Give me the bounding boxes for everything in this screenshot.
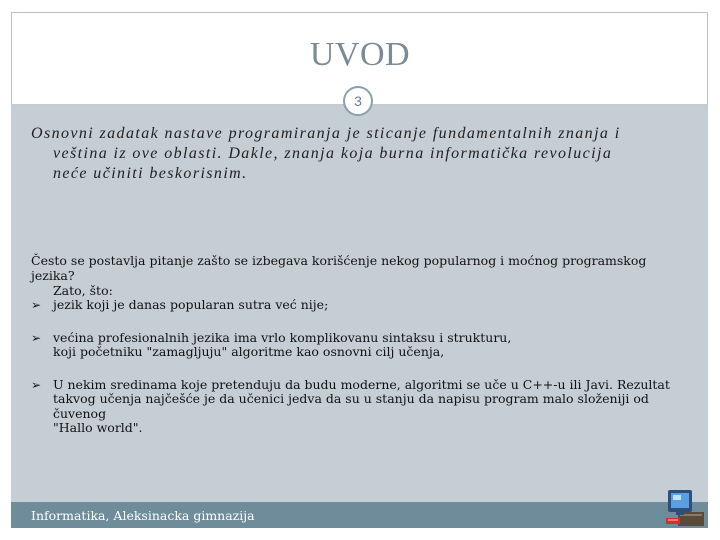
slide-title: UVOD xyxy=(309,36,411,73)
arrow-bullet-icon: ➢ xyxy=(31,330,42,345)
bullet-item xyxy=(31,298,691,313)
question-line: Zato, što: xyxy=(53,283,113,298)
slide-number-badge: 3 xyxy=(343,86,373,116)
bullet-line: većina profesionalnih jezika ima vrlo komplikovanu sintaksu i strukturu, xyxy=(53,329,512,345)
footer-text: Informatika, Aleksinacka gimnazija xyxy=(31,508,255,523)
computer-icon xyxy=(664,488,708,528)
arrow-bullet-icon: ➢ xyxy=(31,377,42,392)
bullet-line: "Hallo world". xyxy=(53,420,143,435)
arrow-bullet-icon: ➢ xyxy=(31,298,42,312)
bullet-item xyxy=(31,378,691,436)
question-line: Često se postavlja pitanje zašto se izbegava korišćenje nekog popularnog i moćnog programskog jezika? xyxy=(31,253,647,283)
bullet-list xyxy=(31,298,691,436)
bullet-line: koji početniku "zamagljuju" algoritme kao osnovni cilj učenja, xyxy=(53,344,445,359)
bullet-line: jezik koji je danas popularan sutra već nije; xyxy=(53,297,329,312)
intro-paragraph xyxy=(31,124,687,184)
bullet-line: takvog učenja najčešće je da učenici jedva da su u stanju da napisu program malo složeniji od čuvenog xyxy=(53,391,649,421)
bullet-item xyxy=(31,331,691,360)
intro-line: Osnovni zadatak nastave programiranja je sticanje fundamentalnih znanja i xyxy=(31,125,621,142)
intro-line: neće učiniti beskorisnim. xyxy=(53,165,248,182)
question-paragraph xyxy=(31,253,691,298)
intro-line: veština iz ove oblasti. Dakle, znanja koja burna informatička revolucija xyxy=(53,145,613,162)
bullet-line: U nekim sredinama koje pretenduju da budu moderne, algoritmi se uče u C++-u ili Javi. Rezultat xyxy=(53,376,670,392)
